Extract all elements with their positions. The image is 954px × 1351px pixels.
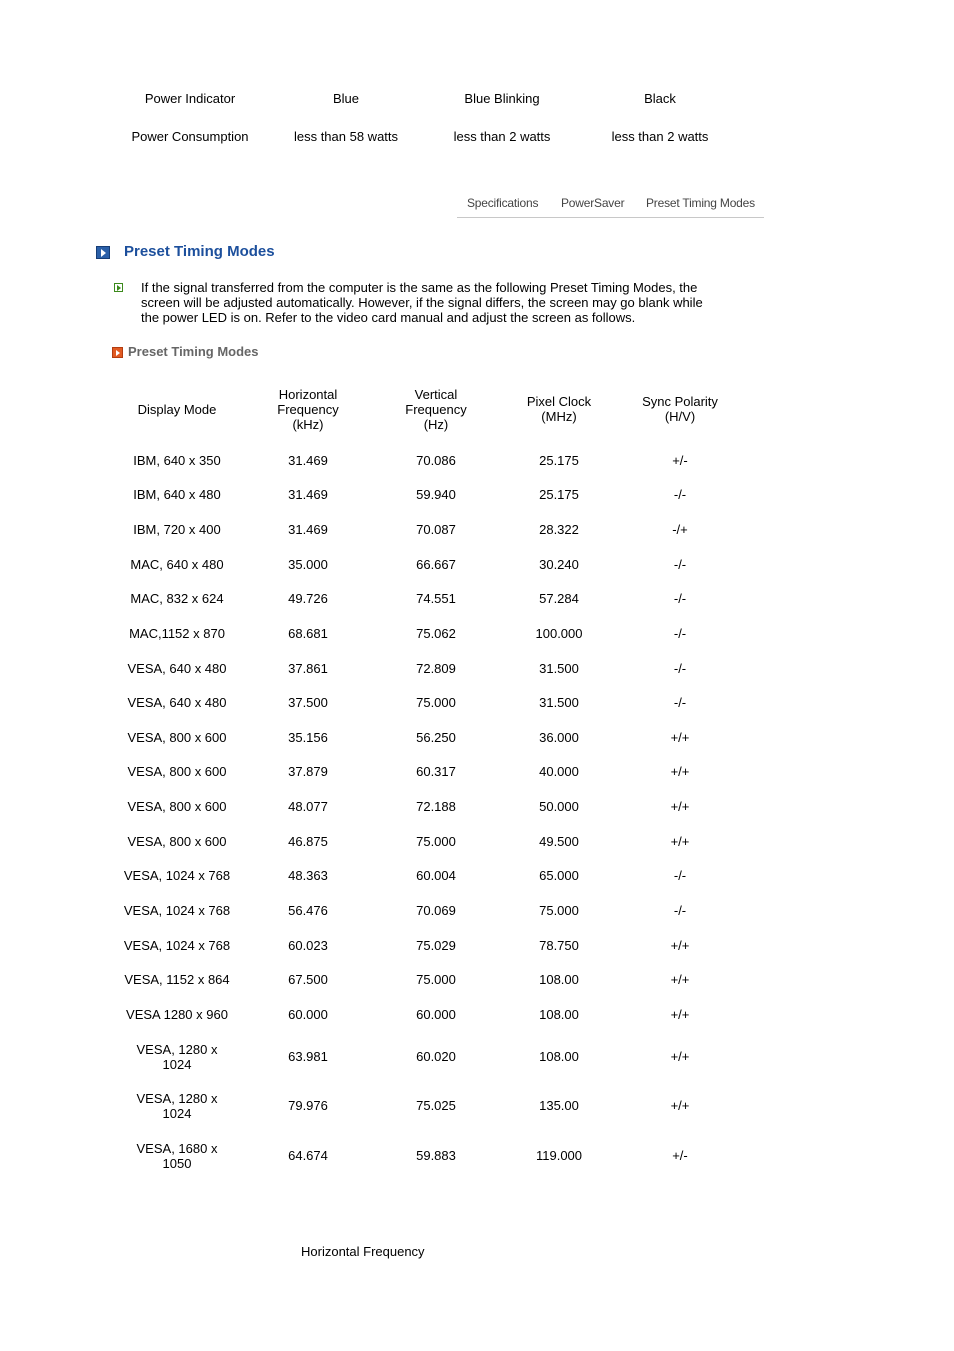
vertical-frequency-cell: 72.809 — [416, 661, 456, 676]
pixel-clock-cell: 49.500 — [539, 834, 579, 849]
display-mode-cell — [117, 1007, 237, 1022]
vertical-frequency-cell: 75.000 — [416, 695, 456, 710]
display-mode-cell — [117, 938, 237, 953]
sync-polarity-cell: -/- — [673, 591, 687, 606]
power-cell: Blue Blinking — [464, 91, 540, 106]
subsection-title: Preset Timing Modes — [128, 344, 259, 359]
vertical-frequency-cell: 75.000 — [416, 972, 456, 987]
pixel-clock-cell: 78.750 — [539, 938, 579, 953]
vertical-frequency-cell: 72.188 — [416, 799, 456, 814]
vertical-frequency-cell: 70.069 — [416, 903, 456, 918]
header-line: (H/V) — [664, 409, 696, 424]
horizontal-frequency-cell: 67.500 — [288, 972, 328, 987]
pixel-clock-cell: 108.00 — [539, 1049, 579, 1064]
intro-note — [141, 280, 731, 325]
header-line: Vertical — [414, 386, 458, 402]
sync-polarity-cell: +/+ — [670, 1049, 690, 1064]
display-mode-line: VESA, 1024 x 768 — [123, 938, 231, 953]
pixel-clock-cell: 75.000 — [539, 903, 579, 918]
vertical-frequency-cell: 75.062 — [416, 626, 456, 641]
sync-polarity-cell: +/+ — [670, 938, 690, 953]
display-mode-cell — [117, 799, 237, 814]
bullet-arrow-icon — [114, 283, 123, 292]
sync-polarity-cell: -/- — [673, 695, 687, 710]
sync-polarity-cell: -/- — [673, 487, 687, 502]
column-header — [499, 394, 619, 424]
display-mode-line: VESA, 1280 x — [136, 1090, 218, 1106]
display-mode-cell — [117, 591, 237, 606]
horizontal-frequency-cell: 63.981 — [288, 1049, 328, 1064]
vertical-frequency-cell: 56.250 — [416, 730, 456, 745]
vertical-frequency-cell: 70.086 — [416, 453, 456, 468]
horizontal-frequency-cell: 31.469 — [288, 453, 328, 468]
display-mode-cell — [117, 972, 237, 987]
display-mode-cell — [117, 1141, 237, 1171]
pixel-clock-cell: 25.175 — [539, 487, 579, 502]
display-mode-line: VESA, 1024 x 768 — [123, 903, 231, 918]
display-mode-line: 1050 — [162, 1155, 192, 1171]
pixel-clock-cell: 25.175 — [539, 453, 579, 468]
horizontal-frequency-cell: 46.875 — [288, 834, 328, 849]
display-mode-cell — [117, 1091, 237, 1121]
note-line: If the signal transferred from the computer is the same as the following Preset Timing Modes, the — [141, 280, 698, 295]
spec-tabs — [457, 195, 764, 218]
footer-label: Horizontal Frequency — [301, 1244, 425, 1259]
pixel-clock-cell: 30.240 — [539, 557, 579, 572]
column-header — [376, 387, 496, 432]
power-cell: Blue — [332, 91, 360, 106]
pixel-clock-cell: 108.00 — [539, 1007, 579, 1022]
horizontal-frequency-cell: 60.000 — [288, 1007, 328, 1022]
display-mode-line: MAC, 832 x 624 — [130, 591, 224, 606]
display-mode-line: IBM, 640 x 480 — [133, 487, 221, 502]
power-row-label: Power Indicator — [144, 91, 236, 106]
header-line: Frequency — [277, 401, 339, 417]
power-cell: less than 2 watts — [453, 129, 551, 144]
horizontal-frequency-cell: 31.469 — [288, 522, 328, 537]
vertical-frequency-cell: 60.004 — [416, 868, 456, 883]
display-mode-line: 1024 — [162, 1105, 192, 1121]
display-mode-line: VESA, 800 x 600 — [127, 730, 227, 745]
display-mode-cell — [117, 834, 237, 849]
pixel-clock-cell: 108.00 — [539, 972, 579, 987]
display-mode-cell — [117, 522, 237, 537]
power-row-label: Power Consumption — [131, 129, 249, 144]
display-mode-cell — [117, 487, 237, 502]
horizontal-frequency-cell: 48.077 — [288, 799, 328, 814]
header-line: Frequency — [405, 401, 467, 417]
display-mode-line: VESA 1280 x 960 — [126, 1007, 228, 1022]
horizontal-frequency-cell: 35.156 — [288, 730, 328, 745]
sync-polarity-cell: +/+ — [670, 1098, 690, 1113]
header-line: (Hz) — [423, 416, 449, 432]
display-mode-cell — [117, 626, 237, 641]
sync-polarity-cell: -/- — [673, 626, 687, 641]
pixel-clock-cell: 65.000 — [539, 868, 579, 883]
vertical-frequency-cell: 70.087 — [416, 522, 456, 537]
pixel-clock-cell: 31.500 — [539, 695, 579, 710]
horizontal-frequency-cell: 31.469 — [288, 487, 328, 502]
sync-polarity-cell: +/+ — [670, 764, 690, 779]
sync-polarity-cell: +/+ — [670, 972, 690, 987]
horizontal-frequency-cell: 48.363 — [288, 868, 328, 883]
horizontal-frequency-cell: 56.476 — [288, 903, 328, 918]
vertical-frequency-cell: 59.940 — [416, 487, 456, 502]
tab-preset-timing-modes[interactable]: Preset Timing Modes — [646, 196, 755, 210]
display-mode-cell — [117, 695, 237, 710]
vertical-frequency-cell: 66.667 — [416, 557, 456, 572]
display-mode-line: 1024 — [162, 1056, 192, 1072]
horizontal-frequency-cell: 37.500 — [288, 695, 328, 710]
header-line: Display Mode — [137, 401, 217, 417]
tab-specifications[interactable]: Specifications — [467, 196, 539, 210]
horizontal-frequency-cell: 79.976 — [288, 1098, 328, 1113]
sync-polarity-cell: -/- — [673, 868, 687, 883]
sync-polarity-cell: -/+ — [672, 522, 688, 537]
horizontal-frequency-cell: 68.681 — [288, 626, 328, 641]
subsection-arrow-icon — [112, 347, 123, 358]
header-line: Pixel Clock — [526, 394, 592, 409]
display-mode-line: VESA, 1152 x 864 — [124, 972, 230, 987]
sync-polarity-cell: +/+ — [670, 799, 690, 814]
pixel-clock-cell: 31.500 — [539, 661, 579, 676]
header-line: Horizontal — [278, 386, 338, 402]
column-header — [620, 394, 740, 424]
note-line: screen will be adjusted automatically. However, if the signal differs, the screen may go blank while — [141, 295, 703, 310]
display-mode-line: VESA, 800 x 600 — [127, 799, 227, 814]
vertical-frequency-cell: 75.025 — [416, 1098, 456, 1113]
pixel-clock-cell: 36.000 — [539, 730, 579, 745]
pixel-clock-cell: 119.000 — [535, 1148, 583, 1163]
sync-polarity-cell: +/- — [672, 1148, 688, 1163]
display-mode-cell — [117, 730, 237, 745]
sync-polarity-cell: +/- — [672, 453, 688, 468]
display-mode-line: VESA, 1280 x — [136, 1041, 218, 1057]
pixel-clock-cell: 28.322 — [539, 522, 579, 537]
pixel-clock-cell: 40.000 — [539, 764, 579, 779]
display-mode-line: VESA, 1680 x — [136, 1140, 218, 1156]
vertical-frequency-cell: 75.000 — [416, 834, 456, 849]
horizontal-frequency-cell: 60.023 — [288, 938, 328, 953]
column-header — [248, 387, 368, 432]
display-mode-cell — [117, 557, 237, 572]
pixel-clock-cell: 100.000 — [535, 626, 583, 641]
power-cell: Black — [644, 91, 676, 106]
display-mode-line: MAC,1152 x 870 — [129, 626, 225, 641]
horizontal-frequency-cell: 64.674 — [288, 1148, 328, 1163]
power-cell: less than 58 watts — [293, 129, 399, 144]
header-line: Sync Polarity — [642, 394, 718, 409]
display-mode-line: VESA, 800 x 600 — [127, 764, 227, 779]
display-mode-line: MAC, 640 x 480 — [130, 557, 224, 572]
sync-polarity-cell: -/- — [673, 557, 687, 572]
vertical-frequency-cell: 75.029 — [416, 938, 456, 953]
header-line: (kHz) — [292, 416, 324, 432]
sync-polarity-cell: +/+ — [670, 1007, 690, 1022]
section-arrow-icon — [96, 246, 110, 259]
power-cell: less than 2 watts — [611, 129, 709, 144]
column-header — [117, 402, 237, 417]
horizontal-frequency-cell: 49.726 — [288, 591, 328, 606]
vertical-frequency-cell: 60.317 — [416, 764, 456, 779]
vertical-frequency-cell: 74.551 — [416, 591, 456, 606]
sync-polarity-cell: -/- — [673, 661, 687, 676]
display-mode-cell — [117, 764, 237, 779]
sync-polarity-cell: +/+ — [670, 834, 690, 849]
pixel-clock-cell: 135.00 — [539, 1098, 579, 1113]
display-mode-line: IBM, 720 x 400 — [133, 522, 221, 537]
note-line: the power LED is on. Refer to the video card manual and adjust the screen as follows. — [141, 310, 636, 325]
sync-polarity-cell: +/+ — [670, 730, 690, 745]
display-mode-line: VESA, 640 x 480 — [127, 695, 227, 710]
horizontal-frequency-cell: 37.861 — [288, 661, 328, 676]
header-line: (MHz) — [541, 409, 577, 424]
pixel-clock-cell: 57.284 — [539, 591, 579, 606]
horizontal-frequency-cell: 35.000 — [288, 557, 328, 572]
display-mode-line: VESA, 800 x 600 — [127, 834, 227, 849]
sync-polarity-cell: -/- — [673, 903, 687, 918]
display-mode-cell — [117, 903, 237, 918]
display-mode-line: IBM, 640 x 350 — [133, 453, 221, 468]
display-mode-cell — [117, 661, 237, 676]
display-mode-line: VESA, 1024 x 768 — [123, 868, 231, 883]
horizontal-frequency-cell: 37.879 — [288, 764, 328, 779]
display-mode-line: VESA, 640 x 480 — [127, 661, 227, 676]
display-mode-cell — [117, 868, 237, 883]
vertical-frequency-cell: 60.020 — [416, 1049, 456, 1064]
section-title: Preset Timing Modes — [124, 243, 275, 260]
vertical-frequency-cell: 60.000 — [416, 1007, 456, 1022]
tab-powersaver[interactable]: PowerSaver — [561, 196, 625, 210]
pixel-clock-cell: 50.000 — [539, 799, 579, 814]
display-mode-cell — [117, 1042, 237, 1072]
vertical-frequency-cell: 59.883 — [416, 1148, 456, 1163]
display-mode-cell — [117, 453, 237, 468]
